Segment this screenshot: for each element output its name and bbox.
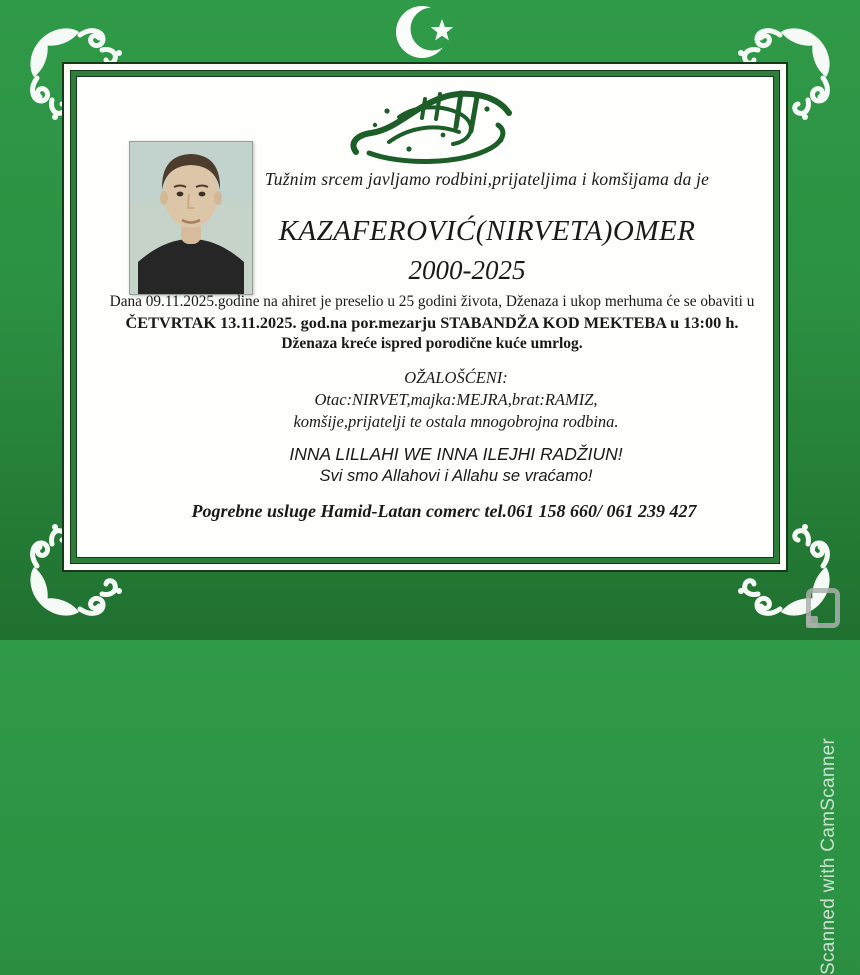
crescent-and-star-icon bbox=[392, 2, 470, 62]
mourners-section bbox=[103, 367, 809, 433]
mourners-title: OŽALOŠĆENI: bbox=[404, 368, 508, 387]
details-line-date: ČETVRTAK 13.11.2025. god.na por.mezarju STABANDŽA KOD MEKTEBA u 13:00 h. bbox=[125, 313, 739, 332]
prayer-translation: Svi smo Allahovi i Allahu se vraćamo! bbox=[319, 467, 593, 485]
announcement-line: Tužnim srcem javljamo rodbini,prijateljima i komšijama da je bbox=[264, 169, 710, 189]
mourners-family: Otac:NIRVET,majka:MEJRA,brat:RAMIZ, bbox=[314, 390, 598, 409]
details-line-procession: Dženaza kreće ispred porodične kuće umrlog. bbox=[281, 335, 583, 352]
life-years: 2000-2025 bbox=[408, 255, 526, 285]
details-line: Dana 09.11.2025.godine na ahiret je preselio u 25 godini života, Dženaza i ukop merhuma će se obaviti u bbox=[109, 293, 755, 310]
prayer-section bbox=[103, 443, 809, 487]
mourners-others: komšije,prijatelji te ostala mnogobrojna rodbina. bbox=[293, 412, 619, 431]
prayer-arabic-transliteration: INNA LILLAHI WE INNA ILEJHI RADŽIUN! bbox=[289, 444, 623, 464]
bismillah-calligraphy-emblem bbox=[339, 85, 521, 171]
camscanner-logo-icon bbox=[806, 588, 840, 628]
obituary-card bbox=[62, 62, 788, 572]
deceased-name: KAZAFEROVIĆ(NIRVETA)OMER bbox=[278, 215, 696, 247]
funeral-details bbox=[79, 291, 785, 354]
camscanner-watermark: Scanned with CamScanner bbox=[818, 737, 839, 975]
funeral-services-contact: Pogrebne usluge Hamid-Latan comerc tel.061 158 660/ 061 239 427 bbox=[191, 501, 697, 521]
obituary-card-frame bbox=[70, 70, 780, 564]
